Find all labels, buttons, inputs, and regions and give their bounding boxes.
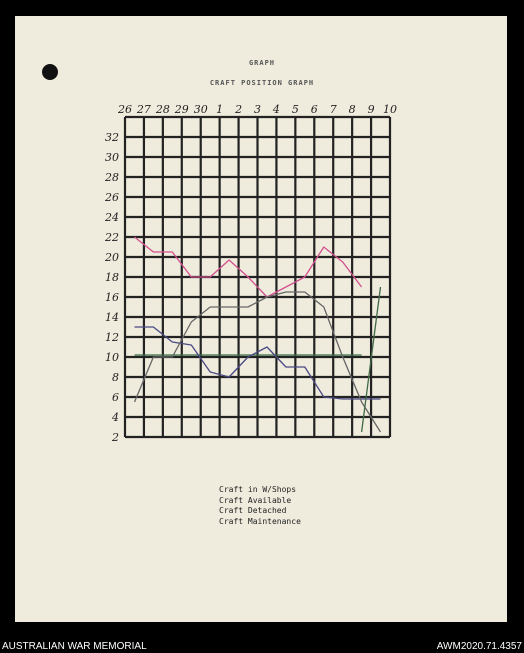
y-tick-label: 16 [105, 291, 119, 304]
x-tick-label: 4 [272, 103, 280, 116]
x-tick-label: 9 [367, 103, 375, 116]
y-tick-label: 10 [105, 351, 119, 364]
x-tick-label: 29 [174, 103, 189, 116]
y-tick-label: 26 [105, 191, 119, 204]
y-tick-label: 30 [105, 151, 119, 164]
x-tick-label: 3 [254, 103, 261, 116]
y-tick-label: 20 [105, 251, 119, 264]
y-tick-label: 2 [112, 431, 119, 444]
y-tick-label: 12 [105, 331, 119, 344]
x-tick-label: 10 [383, 103, 397, 116]
x-tick-label: 1 [216, 103, 224, 116]
page-subheading: CRAFT POSITION GRAPH [209, 79, 315, 87]
legend-item-maintenance: Craft Maintenance [219, 516, 301, 526]
x-tick-label: 5 [291, 103, 299, 116]
footer-bar [0, 638, 524, 653]
x-tick-label: 26 [118, 103, 132, 116]
x-tick-label: 2 [235, 103, 243, 116]
legend-item-detached: Craft Detached [219, 506, 287, 515]
y-tick-label: 28 [105, 171, 119, 184]
page-heading: GRAPH [248, 59, 276, 67]
legend-item-available: Craft Available [219, 495, 292, 505]
y-tick-label: 22 [105, 231, 119, 244]
x-tick-label: 6 [310, 103, 318, 116]
y-tick-label: 18 [105, 271, 119, 284]
x-tick-label: 30 [193, 103, 208, 116]
x-tick-label: 8 [348, 103, 356, 116]
y-tick-label: 6 [112, 391, 119, 404]
x-tick-label: 27 [136, 103, 151, 116]
y-tick-label: 8 [112, 371, 119, 384]
y-tick-label: 4 [112, 411, 119, 424]
y-tick-label: 14 [105, 311, 119, 324]
x-tick-label: 7 [329, 103, 337, 116]
series-line-1 [135, 237, 362, 297]
y-tick-label: 32 [105, 131, 119, 144]
y-tick-label: 24 [105, 211, 119, 224]
accession-number: AWM2020.71.4357 [436, 641, 522, 652]
x-tick-label: 28 [155, 103, 170, 116]
legend [219, 485, 301, 527]
footer-credit: AUSTRALIAN WAR MEMORIAL [2, 641, 147, 652]
legend-item-workshops: Craft in W/Shops [219, 485, 297, 494]
